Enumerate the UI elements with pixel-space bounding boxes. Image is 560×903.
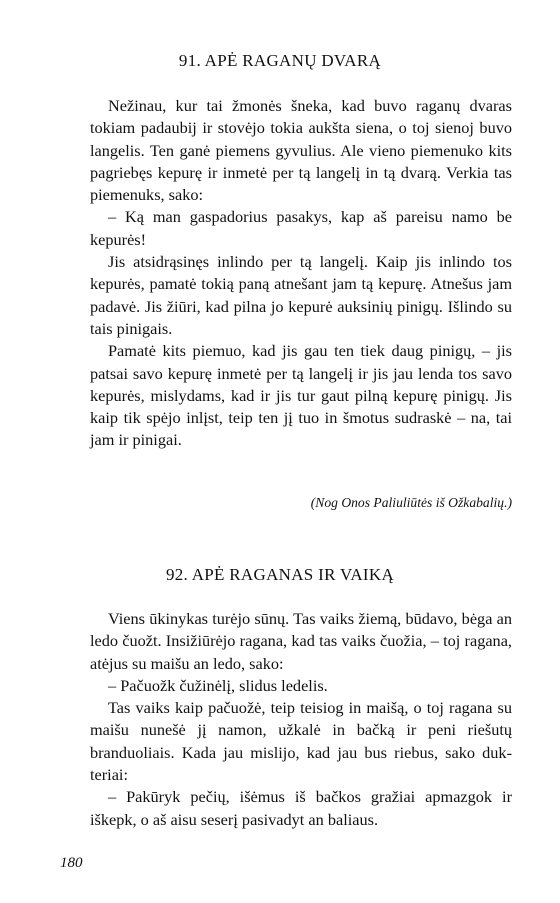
story-91-title: 91. APĖ RAGANŲ DVARĄ — [178, 51, 382, 70]
story-91-text — [90, 95, 512, 452]
story-91-paragraph-4: Pamatė kits piemuo, kad jis gau ten tiek daug pinigų, – jis patsai savo kepurę inmetė per tą langelį ir jis jau lenda tos savo kepurės, mislydams, kad ir jis tur gaut pilną kepurę pinigų. Jis kaip tik spėjo inlįst, teip ten jį tuo in šmotus sudraskė – na, tai jam ir pinigai. — [90, 341, 512, 450]
story-92-paragraph-4: – Pakūryk pečių, išėmus iš bačkos gražiai apmazgok ir iškepk, o aš aisu seserį pasivadyt an baliaus. — [90, 787, 512, 829]
story-92-paragraph-2: – Pačuožk čužinėlį, slidus ledelis. — [108, 675, 328, 695]
story-92-paragraph-3: Tas vaiks kaip pačuožė, teip teisiog in maišą, o toj ragana su maišu nunešė jį namon, užkalė in bačką ir peni riešutų branduoliais. Kada jau mislijo, kad jau bus riebus, sako dukteriai: — [90, 698, 512, 785]
page-number: 180 — [60, 855, 83, 871]
story-91-source: (Nog Onos Paliuliūtės iš Ožkabalių.) — [310, 495, 512, 510]
story-91-paragraph-3: Jis atsidrąsinęs inlindo per tą langelį. Kaip jis inlindo tos kepurės, pamatė tokią paną atnešant jam tą kepurę. Atnešus jam padavė. Jis žiūri, kad pilna jo kepurė auksinių pinigų. Išlindo su tais pinigais. — [90, 252, 512, 338]
story-91-paragraph-1: Nežinau, kur tai žmonės šneka, kad buvo raganų dvaras tokiam padaubij ir stovėjo tokia aukšta siena, o toj sienoj buvo langelis. Ten ganė piemens gyvulius. Ale vieno piemenuko kits pagriebęs kepurę ir inmetė per tą langelį in tą dvarą. Verkia tas piemenuks, sako: — [90, 96, 512, 205]
story-92-paragraph-1: Viens ūkinykas turėjo sūnų. Tas vaiks žiemą, būdavo, bėga an ledo čuožt. Insižiūrėjo ragana, kad tas vaiks čuožia, – toj ragana, atėjus su maišu an ledo, sako: — [90, 609, 512, 673]
story-92-title: 92. APĖ RAGANAS IR VAIKĄ — [165, 565, 395, 584]
story-91-paragraph-2: – Ką man gaspadorius pasakys, kap aš pareisu namo be kepurės! — [90, 207, 512, 249]
story-92-text — [90, 608, 512, 831]
